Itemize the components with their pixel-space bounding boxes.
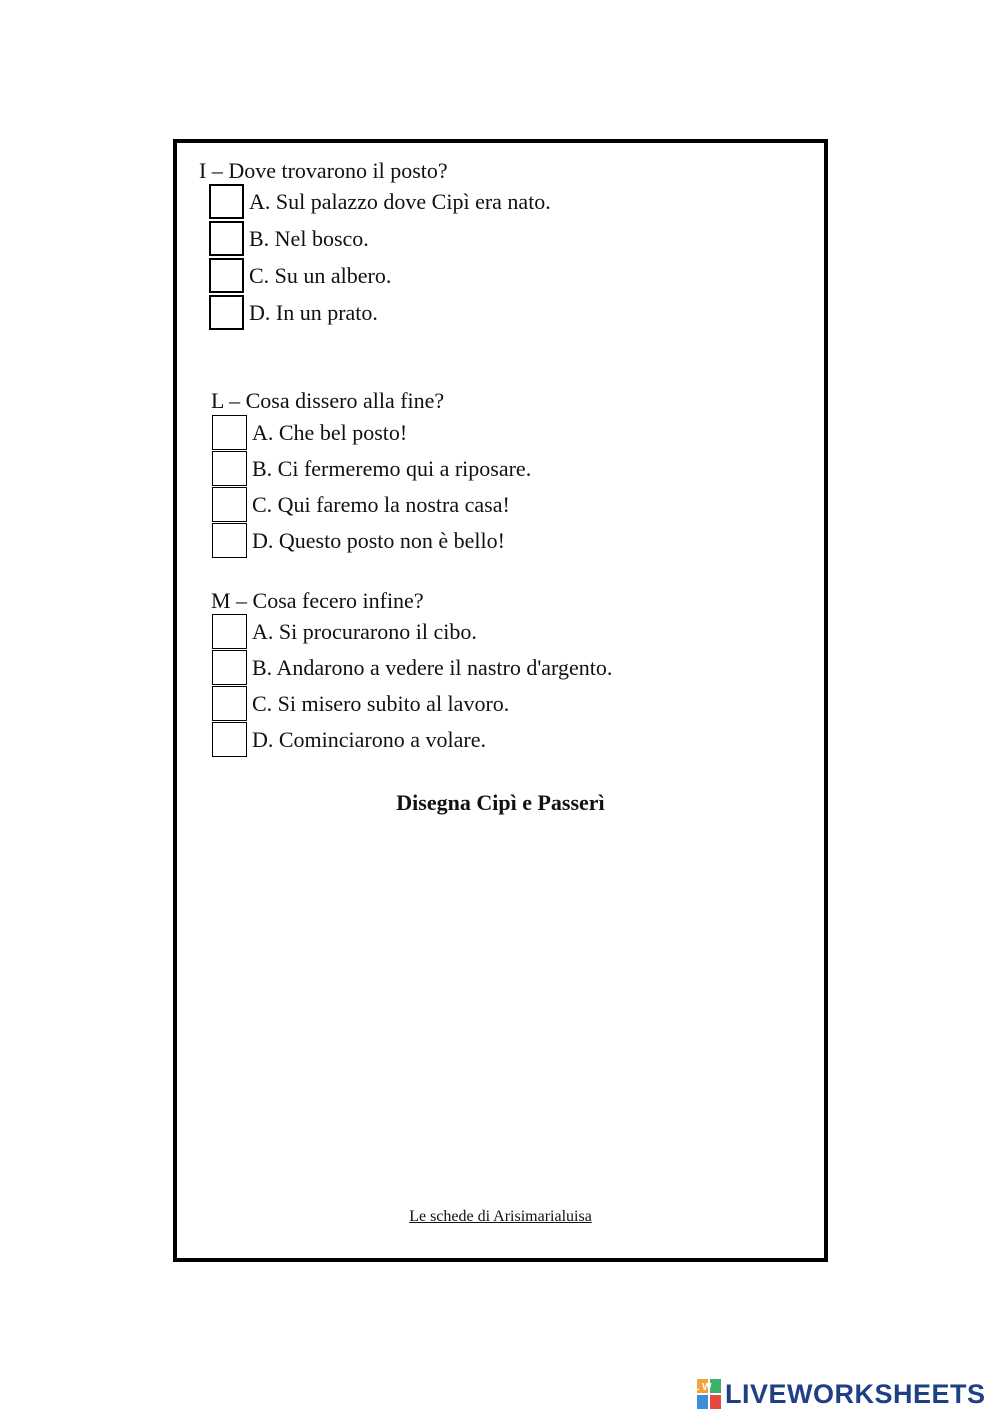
answer-checkbox[interactable] xyxy=(212,451,247,486)
brand-name: LIVEWORKSHEETS xyxy=(725,1378,986,1409)
logo-letters: L W xyxy=(693,1382,712,1393)
option-label: B. Ci fermeremo qui a riposare. xyxy=(252,455,532,481)
option-label: D. Questo posto non è bello! xyxy=(252,527,505,553)
option-label: C. Qui faremo la nostra casa! xyxy=(252,491,510,517)
question-m-option-b xyxy=(212,649,612,686)
option-label: A. Che bel posto! xyxy=(252,419,408,445)
answer-checkbox[interactable] xyxy=(209,295,244,330)
option-label: D. In un prato. xyxy=(249,299,378,325)
answer-checkbox[interactable] xyxy=(212,650,247,685)
option-label: A. Si procurarono il cibo. xyxy=(252,618,477,644)
question-i-title: I – Dove trovarono il posto? xyxy=(199,158,448,183)
option-label: B. Nel bosco. xyxy=(249,225,369,251)
question-i-option-a xyxy=(209,183,551,220)
option-label: C. Si misero subito al lavoro. xyxy=(252,690,510,716)
answer-checkbox[interactable] xyxy=(212,415,247,450)
question-i-option-c xyxy=(209,257,391,294)
answer-checkbox[interactable] xyxy=(212,487,247,522)
liveworksheets-logo-icon xyxy=(693,1379,721,1409)
drawing-heading: Disegna Cipì e Passerì xyxy=(396,790,605,815)
answer-checkbox[interactable] xyxy=(212,686,247,721)
footer-credit: Le schede di Arisimarialuisa xyxy=(409,1208,592,1225)
question-l-option-a xyxy=(212,414,407,451)
question-l-option-d xyxy=(212,522,505,559)
answer-checkbox[interactable] xyxy=(209,221,244,256)
liveworksheets-brand xyxy=(693,1376,986,1412)
option-label: C. Su un albero. xyxy=(249,262,392,288)
question-l-title: L – Cosa dissero alla fine? xyxy=(211,388,445,413)
question-m-title: M – Cosa fecero infine? xyxy=(211,588,424,613)
answer-checkbox[interactable] xyxy=(212,523,247,558)
question-l-option-c xyxy=(212,486,510,523)
option-label: B. Andarono a vedere il nastro d'argento. xyxy=(252,654,613,680)
question-i-option-d xyxy=(209,294,378,331)
answer-checkbox[interactable] xyxy=(212,614,247,649)
option-label: D. Cominciarono a volare. xyxy=(252,726,486,752)
answer-checkbox[interactable] xyxy=(212,722,247,757)
question-l-option-b xyxy=(212,450,531,487)
option-label: A. Sul palazzo dove Cipì era nato. xyxy=(249,188,551,214)
question-i-option-b xyxy=(209,220,369,257)
question-m-option-d xyxy=(212,721,486,758)
question-m-option-c xyxy=(212,685,509,722)
answer-checkbox[interactable] xyxy=(209,258,244,293)
question-m-option-a xyxy=(212,613,477,650)
worksheet-frame xyxy=(173,139,828,1262)
answer-checkbox[interactable] xyxy=(209,184,244,219)
